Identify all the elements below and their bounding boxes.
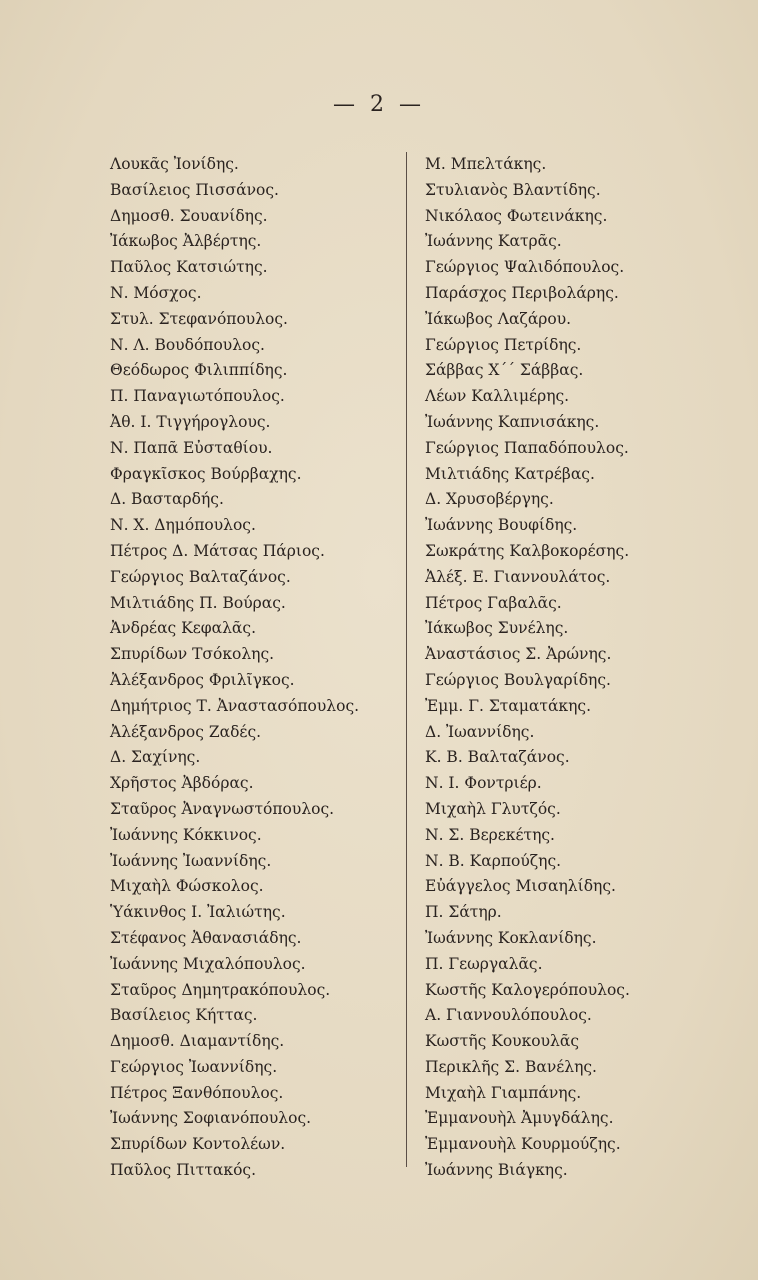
left-name-column [110, 152, 400, 1184]
name-entry: Σπυρίδων Τσόκολης. [110, 645, 275, 664]
right-name-column [425, 152, 725, 1184]
name-entry: Γεώργιος Πετρίδης. [425, 335, 582, 354]
name-entry: Στυλ. Στεφανόπουλος. [110, 309, 288, 328]
name-entry: Γεώργιος Ἰωαννίδης. [110, 1057, 278, 1076]
name-entry: Βασίλειος Πισσάνος. [110, 180, 279, 199]
name-entry: Ἰωάννης Κόκκινος. [110, 825, 262, 844]
name-entry: Κ. Β. Βαλταζάνος. [425, 748, 570, 767]
name-entry: Ἰωάννης Καπνισάκης. [425, 412, 600, 431]
name-entry: Ἐμμ. Γ. Σταματάκης. [425, 696, 591, 715]
page-number: — 2 — [333, 92, 425, 117]
name-entry: Γεώργιος Βουλγαρίδης. [425, 670, 611, 689]
name-entry: Ἰωάννης Ἰωαννίδης. [110, 851, 272, 870]
name-entry: Στυλιανὸς Βλαντίδης. [425, 180, 601, 199]
name-entry: Ἐμμανουὴλ Ἀμυγδάλης. [425, 1109, 614, 1128]
name-entry: Ἰωάννης Βιάγκης. [425, 1161, 568, 1180]
name-entry: Μιλτιάδης Κατρέβας. [425, 464, 595, 483]
name-entry: Ἰωάννης Κατρᾶς. [425, 232, 562, 251]
name-entry: Ν. Σ. Βερεκέτης. [425, 825, 555, 844]
name-entry: Π. Γεωργαλᾶς. [425, 954, 543, 973]
name-entry: Ἀλέξανδρος Ζαδές. [110, 722, 262, 741]
name-entry: Σπυρίδων Κοντολέων. [110, 1135, 286, 1154]
name-entry: Εὐάγγελος Μισαηλίδης. [425, 877, 616, 896]
name-entry: Ἐμμανουὴλ Κουρμούζης. [425, 1135, 621, 1154]
name-entry: Παῦλος Κατσιώτης. [110, 258, 268, 277]
name-entry: Περικλῆς Σ. Βανέλης. [425, 1057, 597, 1076]
name-entry: Ὑάκινθος Ι. Ἰαλιώτης. [110, 903, 286, 922]
name-entry: Μ. Μπελτάκης. [425, 155, 547, 173]
name-entry: Μιχαὴλ Φώσκολος. [110, 877, 264, 896]
name-entry: Δημήτριος Τ. Ἀναστασόπουλος. [110, 696, 360, 715]
name-entry: Ἀναστάσιος Σ. Ἀρώνης. [425, 645, 612, 664]
name-entry: Παράσχος Περιβολάρης. [425, 283, 619, 302]
name-entry: Σάββας Χ΄΄ Σάββας. [425, 361, 584, 380]
name-entry: Λουκᾶς Ἰονίδης. [110, 155, 239, 173]
name-entry: Ν. Παπᾶ Εὐσταθίου. [110, 438, 273, 457]
name-entry: Ἰάκωβος Λαζάρου. [425, 309, 572, 328]
name-entry: Θεόδωρος Φιλιππίδης. [110, 361, 288, 380]
name-entry: Πέτρος Δ. Μάτσας Πάριος. [110, 541, 325, 560]
name-entry: Πέτρος Ξανθόπουλος. [110, 1083, 284, 1102]
name-entry: Π. Σάτηρ. [425, 903, 502, 922]
name-entry: Νικόλαος Φωτεινάκης. [425, 206, 608, 225]
name-entry: Ἀνδρέας Κεφαλᾶς. [110, 619, 256, 638]
name-entry: Βασίλειος Κήττας. [110, 1006, 258, 1025]
name-entry: Ν. Μόσχος. [110, 283, 202, 302]
name-entry: Παῦλος Πιττακός. [110, 1161, 257, 1180]
name-entry: Λέων Καλλιμέρης. [425, 387, 570, 406]
name-entry: Γεώργιος Παπαδόπουλος. [425, 438, 629, 457]
name-entry: Μιχαὴλ Γιαμπάνης. [425, 1083, 582, 1102]
name-entry: Π. Παναγιωτόπουλος. [110, 387, 285, 406]
column-divider [406, 152, 407, 1167]
name-entry: Δ. Βασταρδής. [110, 490, 224, 509]
name-entry: Ἰωάννης Κοκλανίδης. [425, 928, 597, 947]
name-entry: Ἀθ. Ι. Τιγγήρογλους. [110, 412, 271, 431]
name-entry: Ν. Χ. Δημόπουλος. [110, 516, 256, 535]
name-entry: Ν. Ι. Φοντριέρ. [425, 774, 542, 793]
name-entry: Σωκράτης Καλβοκορέσης. [425, 541, 630, 560]
name-entry: Δημοσθ. Διαμαντίδης. [110, 1032, 285, 1051]
name-entry: Μιλτιάδης Π. Βούρας. [110, 593, 286, 612]
name-entry: Φραγκῖσκος Βούρβαχης. [110, 464, 302, 483]
name-entry: Δ. Χρυσοβέργης. [425, 490, 554, 509]
name-entry: Γεώργιος Ψαλιδόπουλος. [425, 258, 625, 277]
name-entry: Ἰωάννης Μιχαλόπουλος. [110, 954, 306, 973]
name-entry: Ν. Λ. Βουδόπουλος. [110, 335, 265, 354]
name-entry: Κωστῆς Καλογερόπουλος. [425, 980, 630, 999]
name-entry: Χρῆστος Ἀβδόρας. [110, 774, 254, 793]
name-entry: Ἀλέξανδρος Φριλῖγκος. [110, 670, 295, 689]
name-entry: Α. Γιαννουλόπουλος. [425, 1006, 592, 1025]
name-entry: Σταῦρος Δημητρακόπουλος. [110, 980, 331, 999]
name-entry: Ἰάκωβος Ἀλβέρτης. [110, 232, 262, 251]
name-entry: Πέτρος Γαβαλᾶς. [425, 593, 562, 612]
name-entry: Ν. Β. Καρπούζης. [425, 851, 562, 870]
name-entry: Κωστῆς Κουκουλᾶς [425, 1032, 580, 1051]
name-entry: Σταῦρος Ἀναγνωστόπουλος. [110, 799, 335, 818]
name-entry: Ἰάκωβος Συνέλης. [425, 619, 569, 638]
name-entry: Μιχαὴλ Γλυτζός. [425, 799, 561, 818]
name-entry: Ἀλέξ. Ε. Γιαννουλάτος. [425, 567, 611, 586]
name-entry: Γεώργιος Βαλταζάνος. [110, 567, 291, 586]
name-entry: Ἰωάννης Σοφιανόπουλος. [110, 1109, 312, 1128]
name-entry: Δ. Ἰωαννίδης. [425, 722, 535, 741]
name-entry: Δημοσθ. Σουανίδης. [110, 206, 268, 225]
name-entry: Στέφανος Ἀθανασιάδης. [110, 928, 302, 947]
name-entry: Ἰωάννης Βουφίδης. [425, 516, 578, 535]
name-entry: Δ. Σαχίνης. [110, 748, 201, 767]
